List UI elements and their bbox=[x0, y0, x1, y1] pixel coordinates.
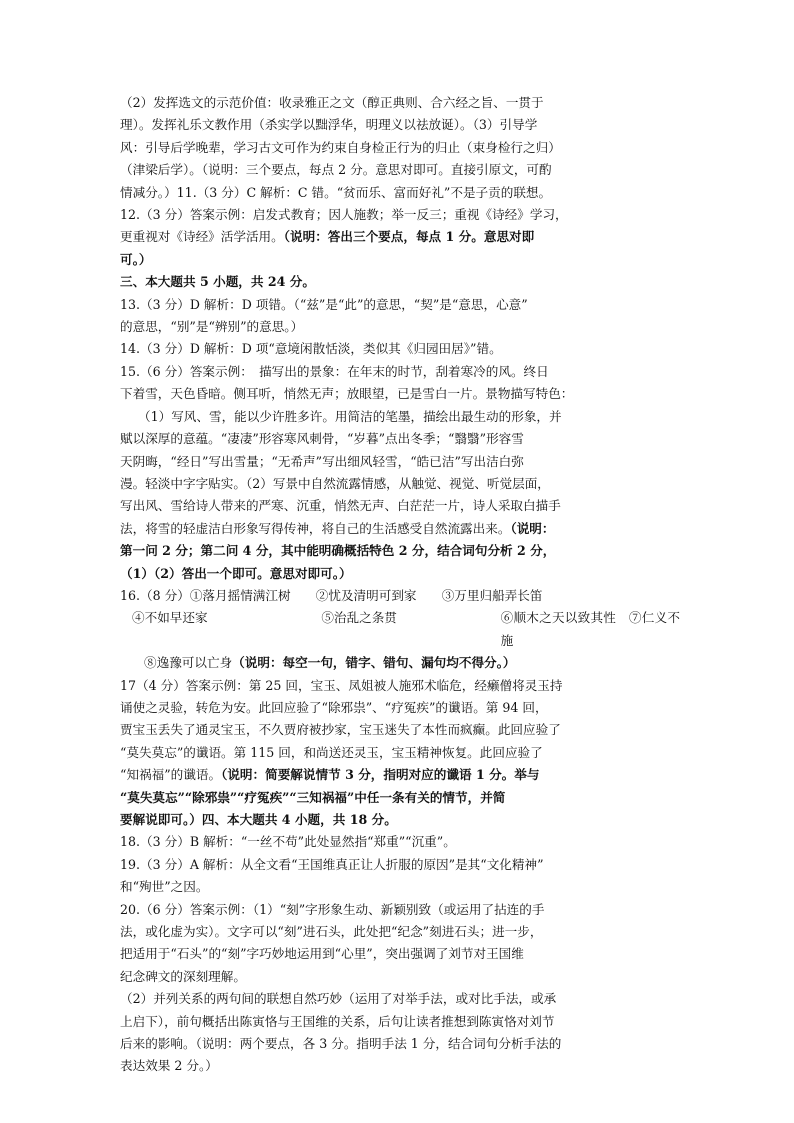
text-line: （1）写风、雪，能以少许胜多许。用简洁的笔墨，描绘出最生动的形象，并 bbox=[138, 408, 562, 424]
section-heading: 三、本大题共 5 小题，共 24 分。 bbox=[120, 274, 315, 290]
text-line: 纪念碑文的深刻理解。 bbox=[120, 968, 246, 984]
text-line: 12.（3 分）答案示例：启发式教育；因人施教；举一反三；重视《诗经》学习， bbox=[120, 207, 568, 223]
text-line: 18.（3 分）B 解析：“一丝不苟”此处显然指“郑重”“沉重”。 bbox=[120, 834, 456, 850]
text-line bbox=[120, 226, 680, 248]
text-line: 把适用于“石头”的“刻”字巧妙地运用到“心里”，突出强调了刘节对王国维 bbox=[120, 946, 524, 962]
text-line: 14.（3 分）D 解析：D 项“意境闲散恬淡，类似其《归园田居》”错。 bbox=[120, 341, 502, 357]
text-line: 16.（8 分）①落月摇情满江树 ②忧及清明可到家 ③万里归船弄长笛 bbox=[120, 587, 543, 603]
text-line: 风：引导后学晚辈，学习古文可作为约束自身检正行为的归止（束身检行之归） bbox=[120, 139, 561, 155]
text-line: 赋以深厚的意蕴。“凄凄”形容寒风刺骨，“岁暮”点出冬季；“翳翳”形容雪 bbox=[120, 431, 524, 447]
scoring-note: 可。） bbox=[120, 251, 152, 267]
text-line: 20.（6 分）答案示例：（1）“刻”字形象生动、新颖别致（或运用了拈连的手 bbox=[120, 901, 545, 917]
text-line: 法，或化虚为实）。文字可以“刻”进石头，此处把“纪念”刻进石头；进一步， bbox=[120, 924, 543, 940]
text-line: 13.（3 分）D 解析：D 项错。（“兹”是“此”的意思，“契”是“意思，心意” bbox=[120, 296, 528, 312]
text-line bbox=[120, 764, 680, 786]
text-line: 贾宝玉丢失了通灵宝玉，不久贾府被抄家，宝玉迷失了本性而疯癫。此回应验了 bbox=[120, 722, 561, 738]
scoring-note: （说明：每空一句，错字、错句、漏句均不得分。） bbox=[232, 655, 516, 671]
scoring-note: （1）（2）答出一个即可。意思对即可。） bbox=[120, 565, 352, 581]
scoring-note: 第一问 2 分；第二问 4 分，其中能明确概括特色 2 分，结合词句分析 2 分， bbox=[120, 543, 556, 559]
text-line: （津梁后学）。（说明：三个要点，每点 2 分。意思对即可。直接引原文，可酌 bbox=[120, 162, 552, 178]
text-line: 上启下），前句概括出陈寅恪与王国维的关系，后句让读者推想到陈寅恪对刘节 bbox=[120, 1013, 555, 1029]
section-heading: 要解说即可。）四、本大题共 4 小题，共 18 分。 bbox=[120, 812, 397, 827]
scoring-note: （说明：简要解说情节 3 分，指明对应的谶语 1 分。举与 bbox=[221, 767, 540, 783]
scoring-note: （说明：答出三个要点，每点 1 分。意思对即 bbox=[283, 229, 535, 245]
text-line: 19.（3 分）A 解析：从全文看“王国维真正让人折服的原因”是其“文化精神” bbox=[120, 856, 544, 872]
text-line: “莫失莫忘”的谶语。第 115 回，和尚送还灵玉，宝玉精神恢复。此回应验了 bbox=[120, 744, 543, 760]
text-line: 表达效果 2 分。） bbox=[120, 1058, 218, 1074]
text-line bbox=[120, 652, 680, 674]
text-line: 漫。轻淡中字字贴实。（2）写景中自然流露情感，从触觉、视觉、听觉层面， bbox=[120, 475, 550, 491]
text-line bbox=[120, 518, 680, 540]
text-line bbox=[120, 607, 680, 652]
answer-blank: ⑧逸豫可以亡身 bbox=[144, 655, 233, 671]
text-line: 17（4 分）答案示例：第 25 回，宝玉、凤姐被人施邪术临危，经癞僧将灵玉持 bbox=[120, 677, 563, 693]
answer-text: 更重视对《诗经》活学活用。 bbox=[120, 229, 284, 245]
scoring-note: “莫失莫忘”“除邪祟”“疗冤疾”“三知祸福”中任一条有关的情节，并简 bbox=[120, 789, 506, 805]
answer-blank: ⑥顺木之天以致其性 ⑦仁义不施 bbox=[500, 610, 680, 648]
answer-blank: ⑤治乱之条贯 bbox=[321, 610, 397, 626]
text-line: 后来的影响。（说明：两个要点，各 3 分。指明手法 1 分，结合词句分析手法的 bbox=[120, 1036, 562, 1052]
text-line: 天阴晦，“经日”写出雪量；“无希声”写出细风轻雪，“皓已洁”写出洁白弥 bbox=[120, 453, 524, 469]
text-line: 理）。发挥礼乐文教作用（杀实学以黜浮华，明理义以祛放诞）。（3）引导学 bbox=[120, 117, 538, 133]
answer-text: 法，将雪的轻虚洁白形象写得传神，将自己的生活感受自然流露出来。 bbox=[120, 520, 511, 536]
text-line: 诵使之灵验，转危为安。此回应验了“除邪祟”、“疗冤疾”的谶语。第 94 回， bbox=[120, 699, 548, 715]
text-line: （2）发挥选文的示范价值：收录雅正之文（醇正典则、合六经之旨、一贯于 bbox=[120, 95, 544, 110]
scoring-note: （说明： bbox=[510, 520, 555, 536]
text-line: 和“殉世”之因。 bbox=[120, 879, 209, 895]
answer-blank: ④不如早还家 bbox=[132, 610, 208, 626]
text-line: 下着雪，天色昏暗。侧耳听，悄然无声；放眼望，已是雪白一片。景物描写特色： bbox=[120, 386, 574, 402]
text-line: 15.（6 分）答案示例： 描写出的景象：在年末的时节，刮着寒冷的风。终日 bbox=[120, 363, 549, 379]
text-line: 的意思，“别”是“辨别”的意思。） bbox=[120, 319, 304, 335]
text-line: 写出风、雪给诗人带来的严寒、沉重，悄然无声、白茫茫一片，诗人采取白描手 bbox=[120, 498, 561, 514]
answer-document bbox=[120, 92, 680, 1078]
text-line: 情减分。）11.（3 分）C 解析：C 错。“贫而乐、富而好礼”不是子贡的联想。 bbox=[120, 184, 552, 200]
answer-text: “知祸福”的谶语。 bbox=[120, 767, 222, 783]
text-line: （2）并列关系的两句间的联想自然巧妙（运用了对举手法，或对比手法，或承 bbox=[120, 991, 557, 1007]
